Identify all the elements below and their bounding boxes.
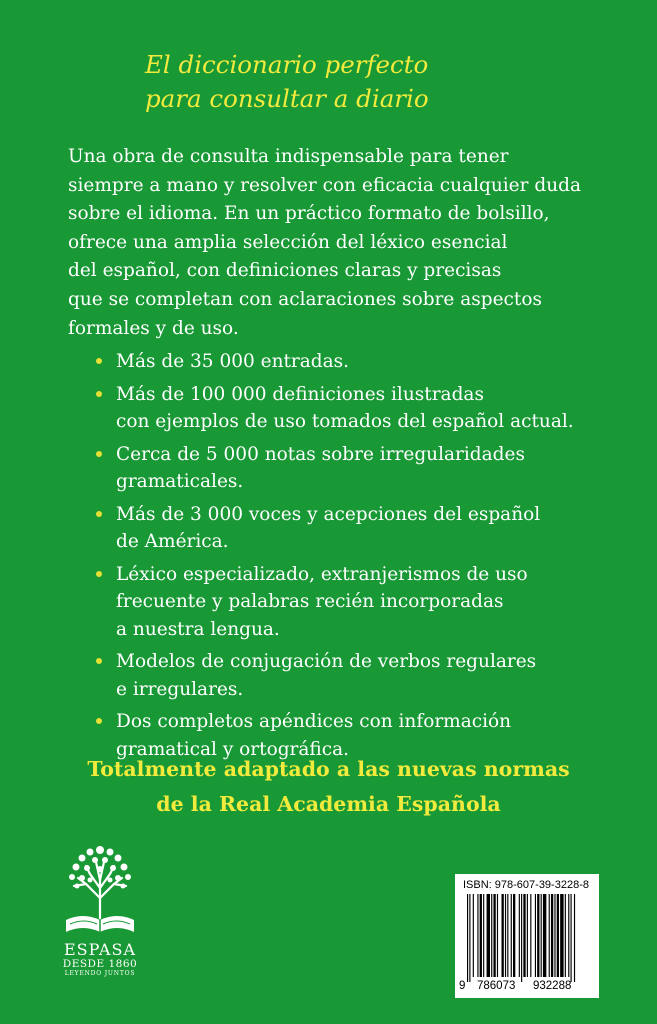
intro-paragraph xyxy=(68,143,608,343)
feature-line: Más de 3 000 voces y acepciones del español xyxy=(116,503,541,525)
barcode-bar xyxy=(541,894,542,977)
feature-item xyxy=(96,501,626,556)
barcode-bar xyxy=(491,894,492,977)
barcode-bar xyxy=(477,894,478,977)
feature-item xyxy=(96,348,626,376)
bullet-icon xyxy=(96,718,102,724)
barcode-bar xyxy=(551,894,553,977)
tagline xyxy=(145,48,429,116)
feature-line: Dos completos apéndices con información xyxy=(116,711,512,732)
barcode-bar xyxy=(554,894,555,977)
feature-list xyxy=(96,348,626,768)
barcode-bar xyxy=(519,894,520,977)
barcode-bar xyxy=(513,894,515,977)
intro-line: siempre a mano y resolver con eficacia cualquier duda xyxy=(68,174,581,196)
barcode-bar xyxy=(505,894,506,977)
barcode-bar xyxy=(535,894,536,977)
feature-line: Cerca de 5 000 notas sobre irregularidades xyxy=(116,443,525,465)
barcode-bar xyxy=(574,894,575,982)
feature-line: Más de 100 000 definiciones ilustradas xyxy=(116,383,484,405)
barcode-bar xyxy=(467,894,468,982)
barcode-bar xyxy=(480,894,482,977)
barcode-bar xyxy=(473,894,474,977)
intro-line: ofrece una amplia selección del léxico esencial xyxy=(68,231,508,253)
barcode-bar xyxy=(497,894,498,977)
feature-item xyxy=(96,441,626,496)
barcode-bar xyxy=(565,894,566,977)
tagline-line-1: El diccionario perfecto xyxy=(145,50,429,79)
feature-line: frecuente y palabras recién incorporadas xyxy=(116,591,504,612)
intro-line: del español, con definiciones claras y precisas xyxy=(68,260,502,282)
barcode-bar xyxy=(493,894,495,977)
bullet-icon xyxy=(96,511,102,517)
isbn-barcode xyxy=(455,874,599,998)
barcode-bar xyxy=(527,894,528,977)
espasa-logo xyxy=(56,840,144,990)
logo-brand: ESPASA xyxy=(63,940,136,959)
barcode-bar xyxy=(469,894,470,982)
feature-line: Más de 35 000 entradas. xyxy=(116,351,350,372)
bullet-icon xyxy=(96,358,102,364)
logo-motto: LEYENDO JUNTOS xyxy=(64,970,136,977)
intro-line: Una obra de consulta indispensable para tener xyxy=(68,146,509,167)
feature-line: gramatical y ortográfica. xyxy=(116,738,350,760)
feature-line: Léxico especializado, extranjerismos de uso xyxy=(116,563,528,585)
feature-line: de América. xyxy=(116,531,229,552)
barcode-bar xyxy=(557,894,559,977)
feature-line: e irregulares. xyxy=(116,678,244,700)
barcode-bar xyxy=(507,894,508,977)
barcode-bar xyxy=(523,894,525,977)
barcode-digit-first: 9 xyxy=(459,980,466,992)
intro-line: formales y de uso. xyxy=(68,317,239,339)
barcode-bar xyxy=(511,894,512,977)
claim-line-2: de la Real Academia Española xyxy=(156,792,501,816)
barcode-bar xyxy=(568,894,569,977)
claim-line-1: Totalmente adaptado a las nuevas normas xyxy=(87,757,570,781)
barcode-bar xyxy=(543,894,546,977)
intro-line: que se completan con aclaraciones sobre aspectos xyxy=(68,288,542,310)
rae-claim xyxy=(0,752,657,822)
barcode-digits-right: 932288 xyxy=(533,980,572,992)
feature-item xyxy=(96,648,626,703)
feature-item xyxy=(96,561,626,644)
feature-item xyxy=(96,381,626,436)
feature-line: gramaticales. xyxy=(116,471,244,492)
bullet-icon xyxy=(96,451,102,457)
barcode-bar xyxy=(483,894,484,977)
bullet-icon xyxy=(96,658,102,664)
barcode-bar xyxy=(487,894,490,977)
tagline-line-2: para consultar a diario xyxy=(145,84,429,113)
bullet-icon xyxy=(96,571,102,577)
barcode-bar xyxy=(549,894,550,977)
intro-line: sobre el idioma. En un práctico formato de bolsillo, xyxy=(68,203,550,225)
barcode-bar xyxy=(521,894,522,982)
barcode-bar xyxy=(571,894,572,982)
barcode-bar xyxy=(530,894,531,977)
barcode-digits-left: 786073 xyxy=(477,980,516,992)
bullet-icon xyxy=(96,391,102,397)
feature-line: con ejemplos de uso tomados del español actual. xyxy=(116,411,574,432)
tree-book-icon xyxy=(60,840,140,940)
isbn-text: ISBN: 978-607-39-3228-8 xyxy=(463,879,589,891)
feature-line: Modelos de conjugación de verbos regulares xyxy=(116,651,537,672)
barcode-bar xyxy=(502,894,504,977)
barcode-bar xyxy=(560,894,563,977)
logo-since: DESDE 1860 xyxy=(62,958,138,970)
barcode-bar xyxy=(537,894,539,977)
feature-line: a nuestra lengua. xyxy=(116,618,280,640)
